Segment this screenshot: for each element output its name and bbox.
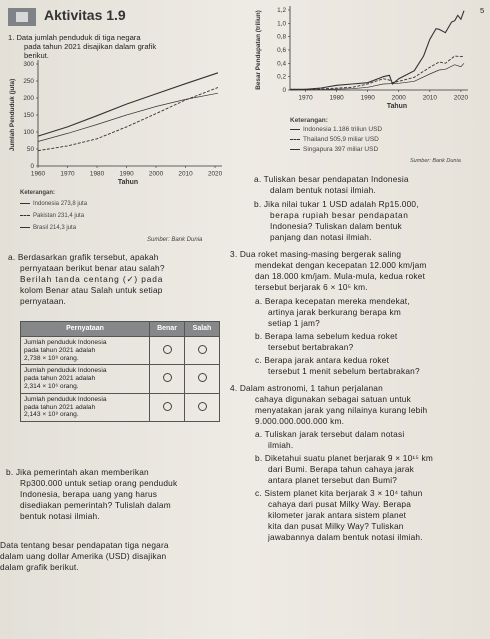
table-row bbox=[21, 365, 220, 393]
statement-text: pada tahun 2021 adalah bbox=[24, 403, 96, 411]
true-cell[interactable] bbox=[150, 337, 185, 365]
x-tick-label: 1990 bbox=[360, 94, 375, 102]
y-tick-label: 0,8 bbox=[277, 33, 286, 41]
q3-line-1: 3. Dua roket masing-masing bergerak saling bbox=[230, 249, 402, 259]
q1b-line-4: disediakan pemerintah? Tulislah dalam bbox=[20, 500, 171, 510]
x-tick-label: 2010 bbox=[178, 170, 193, 178]
income-legend-singapura bbox=[290, 146, 378, 153]
q1-line-2: pada tahun 2021 disajikan dalam grafik bbox=[24, 42, 157, 51]
q4b-line-1: b. Diketahui suatu planet berjarak 9 × 10¹⁵ km bbox=[255, 453, 433, 463]
q3a-line-2: artinya jarak berkurang berapa km bbox=[268, 307, 401, 317]
q3-line-2: mendekat dengan kecepatan 12.000 km/jam bbox=[255, 260, 427, 270]
y-tick-label: 1,0 bbox=[277, 20, 286, 28]
q1a-line-2: pernyataan berikut benar atau salah? bbox=[20, 263, 165, 273]
series-line-singapura bbox=[290, 63, 464, 90]
q1a-line-1: a. Berdasarkan grafik tersebut, apakah bbox=[8, 252, 159, 262]
true-radio[interactable] bbox=[163, 345, 172, 354]
y-tick-label: 50 bbox=[26, 146, 34, 153]
legend-label: Singapura 397 miliar USD bbox=[303, 146, 379, 153]
true-radio[interactable] bbox=[163, 402, 172, 411]
legend-line-icon bbox=[20, 215, 30, 216]
false-cell[interactable] bbox=[185, 393, 220, 421]
q1a-line-3: Berilah tanda centang (✓) pada bbox=[20, 274, 164, 284]
statement-text: 2,738 × 10⁸ orang. bbox=[24, 354, 79, 362]
statement-table bbox=[20, 321, 220, 422]
false-radio[interactable] bbox=[198, 373, 207, 382]
statement-text: pada tahun 2021 adalah bbox=[24, 346, 96, 354]
income-chart-plot bbox=[255, 6, 468, 110]
q1b-line-5: bentuk notasi ilmiah. bbox=[20, 511, 100, 521]
x-tick-label: 1970 bbox=[298, 94, 313, 102]
population-chart bbox=[6, 58, 240, 186]
q4c-line-3: kilometer jarak antara sistem planet bbox=[268, 510, 407, 520]
legend-line-icon bbox=[290, 139, 300, 140]
true-radio[interactable] bbox=[163, 373, 172, 382]
col-true: Benar bbox=[150, 322, 185, 337]
y-tick-label: 300 bbox=[23, 61, 34, 68]
q4c-line-2: cahaya dari pusat Milky Way. Berapa bbox=[268, 499, 412, 509]
y-tick-label: 0 bbox=[282, 87, 286, 94]
y-tick-label: 0,6 bbox=[277, 47, 286, 54]
series-line-pakistan bbox=[38, 88, 218, 151]
statement-text: Jumlah penduduk Indonesia bbox=[24, 339, 107, 346]
q3-line-3: dan 18.000 km/jam. Mula-mula, kedua roket bbox=[255, 271, 426, 281]
x-tick-label: 1990 bbox=[119, 170, 134, 178]
x-tick-label: 2000 bbox=[148, 170, 164, 178]
q2-line-1: Data tentang besar pendapatan tiga negara bbox=[0, 540, 169, 550]
q2-line-3: dalam grafik berikut. bbox=[0, 562, 79, 572]
x-tick-label: 2010 bbox=[422, 94, 437, 102]
population-legend-indonesia bbox=[20, 201, 87, 207]
x-tick-label: 1960 bbox=[30, 170, 46, 178]
statement-text: Jumlah penduduk Indonesia bbox=[24, 367, 107, 375]
y-tick-label: 1,2 bbox=[277, 7, 286, 14]
q4a-line-1: a. Tuliskan jarak tersebut dalam notasi bbox=[255, 429, 405, 439]
false-radio[interactable] bbox=[198, 345, 207, 354]
y-tick-label: 0,4 bbox=[277, 60, 286, 68]
legend-label: Indonesia 1.186 triliun USD bbox=[303, 126, 383, 133]
x-tick-label: 1980 bbox=[89, 170, 105, 178]
income-legend-thailand bbox=[290, 136, 379, 143]
y-tick-label: 150 bbox=[23, 112, 34, 119]
q2b-line-4: panjang dan notasi ilmiah. bbox=[270, 232, 372, 242]
legend-line-icon bbox=[20, 227, 30, 228]
statement-text: Jumlah penduduk Indonesia bbox=[24, 395, 107, 403]
q1-line-3: berikut. bbox=[24, 51, 49, 60]
q2b-line-2: berapa rupiah besar pendapatan bbox=[270, 210, 409, 220]
true-cell[interactable] bbox=[150, 393, 185, 421]
series-line-brasil bbox=[38, 93, 218, 141]
legend-label: Indonesia 273,8 juta bbox=[33, 201, 88, 207]
population-source: Sumber: Bank Dunia bbox=[147, 237, 203, 243]
q4a-line-2: ilmiah. bbox=[268, 440, 294, 450]
y-tick-label: 0 bbox=[30, 163, 34, 170]
q1b-line-3: Indonesia, berapa uang yang harus bbox=[20, 489, 158, 499]
q3b-line-2: tersebut bertabrakan? bbox=[268, 342, 354, 352]
q3-line-4: tersebut berjarak 6 × 10⁵ km. bbox=[255, 282, 368, 292]
false-cell[interactable] bbox=[185, 337, 220, 365]
income-source: Sumber: Bank Dunia bbox=[410, 158, 461, 164]
q3c-line-2: tersebut 1 menit sebelum bertabrakan? bbox=[268, 366, 420, 376]
table-row bbox=[21, 393, 220, 421]
y-tick-label: 200 bbox=[23, 95, 34, 102]
y-tick-label: 250 bbox=[23, 78, 34, 85]
legend-label: Thailand 505,9 miliar USD bbox=[303, 136, 379, 143]
statement-cell bbox=[21, 337, 150, 365]
q4-line-1: 4. Dalam astronomi, 1 tahun perjalanan bbox=[230, 383, 383, 393]
x-tick-label: 2020 bbox=[453, 94, 469, 102]
q3a-line-1: a. Berapa kecepatan mereka mendekat, bbox=[255, 296, 410, 306]
col-false: Salah bbox=[185, 322, 220, 337]
q4-line-3: menyatakan jarak yang nilainya kurang lebih bbox=[255, 405, 428, 415]
col-statement: Pernyataan bbox=[21, 322, 150, 337]
q4c-line-1: c. Sistem planet kita berjarak 3 × 10⁴ tahun bbox=[255, 488, 423, 498]
true-cell[interactable] bbox=[150, 365, 185, 393]
q1b-line-2: Rp300.000 untuk setiap orang penduduk bbox=[20, 478, 178, 488]
q2a-line-1: a. Tuliskan besar pendapatan Indonesia bbox=[254, 174, 409, 184]
q1-line-1: 1. Data jumlah penduduk di tiga negara bbox=[8, 33, 141, 42]
x-axis-title: Tahun bbox=[386, 102, 408, 110]
x-tick-label: 2000 bbox=[391, 94, 406, 102]
statement-cell bbox=[21, 365, 150, 393]
legend-label: Pakistan 231,4 juta bbox=[33, 213, 85, 219]
page-title: Aktivitas 1.9 bbox=[44, 7, 126, 23]
population-legend-brasil bbox=[20, 225, 76, 231]
q1b-line-1: b. Jika pemerintah akan memberikan bbox=[6, 467, 149, 477]
q3a-line-3: setiap 1 jam? bbox=[268, 318, 320, 328]
q2b-line-3: Indonesia? Tuliskan dalam bentuk bbox=[270, 221, 402, 231]
legend-line-icon bbox=[290, 129, 300, 130]
y-axis-title: Jumlah Penduduk (juta) bbox=[9, 78, 16, 152]
legend-line-icon bbox=[290, 149, 300, 150]
x-axis-title: Tahun bbox=[117, 178, 139, 186]
q4c-line-4: kita dan pusat Milky Way? Tuliskan bbox=[268, 521, 404, 531]
population-chart-plot bbox=[9, 60, 223, 186]
series-line-indonesia bbox=[290, 11, 464, 90]
q2-line-2: dalam uang dollar Amerika (USD) disajikan bbox=[0, 551, 167, 561]
x-tick-label: 1970 bbox=[60, 170, 75, 178]
income-legend-title: Keterangan: bbox=[290, 117, 328, 124]
income-legend-indonesia bbox=[290, 126, 382, 133]
q2b-line-1: b. Jika nilai tukar 1 USD adalah Rp15.000, bbox=[254, 199, 419, 209]
false-radio[interactable] bbox=[198, 402, 207, 411]
statement-text: 2,143 × 10⁸ orang. bbox=[24, 411, 79, 419]
population-legend-title: Keterangan: bbox=[20, 190, 56, 196]
legend-label: Brasil 214,3 juta bbox=[33, 225, 77, 231]
y-axis-title: Besar Pendapatan (triliun) bbox=[255, 10, 262, 90]
q1a-line-4: kolom Benar atau Salah untuk setiap bbox=[20, 285, 163, 295]
q4c-line-5: jawabannya dalam bentuk notasi ilmiah. bbox=[268, 532, 423, 542]
table-row bbox=[21, 337, 220, 365]
q1a-line-5: pernyataan. bbox=[20, 296, 67, 306]
q4-line-2: cahaya digunakan sebagai satuan untuk bbox=[255, 394, 411, 404]
population-legend-pakistan bbox=[20, 213, 84, 219]
y-tick-label: 100 bbox=[23, 129, 34, 136]
q3b-line-1: b. Berapa lama sebelum kedua roket bbox=[255, 331, 398, 341]
income-chart bbox=[250, 4, 472, 112]
q4b-line-3: antara planet tersebut dan Bumi? bbox=[268, 475, 398, 485]
statement-text: pada tahun 2021 adalah bbox=[24, 375, 96, 383]
page-number: 5 bbox=[480, 6, 485, 15]
activity-icon bbox=[8, 8, 36, 26]
legend-line-icon bbox=[20, 203, 30, 204]
statement-text: 2,314 × 10⁶ orang. bbox=[24, 382, 79, 390]
x-tick-label: 2020 bbox=[207, 170, 223, 178]
q4b-line-2: dari Bumi. Berapa tahun cahaya jarak bbox=[268, 464, 415, 474]
series-line-indonesia bbox=[38, 73, 218, 136]
q4-line-4: 9.000.000.000.000 km. bbox=[255, 416, 345, 426]
y-tick-label: 0,2 bbox=[277, 73, 286, 81]
statement-cell bbox=[21, 393, 150, 421]
x-tick-label: 1980 bbox=[329, 94, 344, 102]
series-line-thailand bbox=[290, 56, 464, 90]
q2a-line-2: dalam bentuk notasi ilmiah. bbox=[270, 185, 376, 195]
table-header-row bbox=[21, 322, 220, 337]
q3c-line-1: c. Berapa jarak antara kedua roket bbox=[255, 355, 390, 365]
false-cell[interactable] bbox=[185, 365, 220, 393]
